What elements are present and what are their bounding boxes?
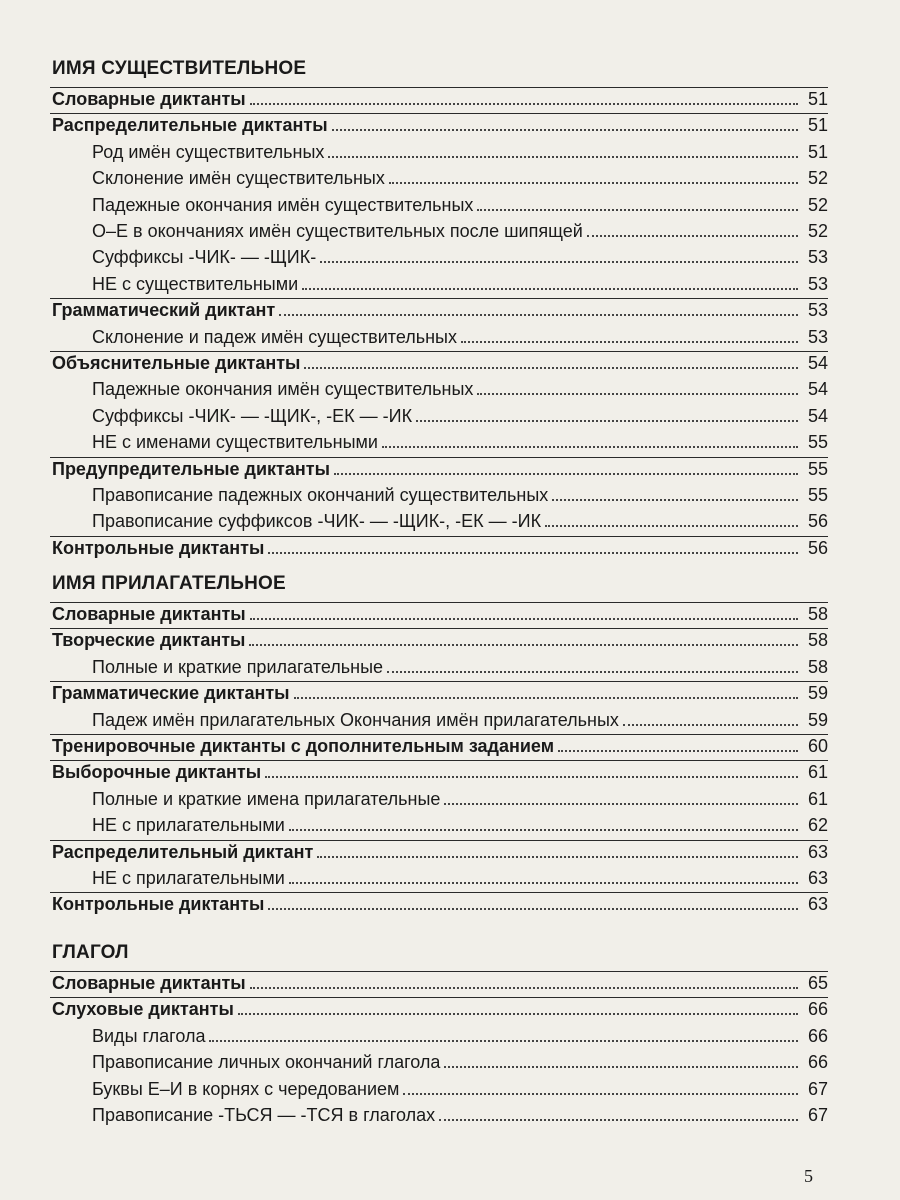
dot-leader [477, 209, 798, 211]
dot-leader [552, 499, 798, 501]
toc-entry-page: 59 [807, 709, 828, 730]
toc-heading-entry[interactable] [52, 891, 828, 915]
dot-leader [289, 882, 798, 884]
toc-entry-page: 53 [807, 326, 828, 347]
toc-entry-label: Тренировочные диктанты с дополнительным заданием [52, 736, 555, 756]
toc-entry-label: Грамматические диктанты [52, 683, 290, 704]
toc-entry-label: О–Е в окончаниях имён существительных после шипящей [92, 221, 583, 241]
dot-leader [477, 393, 798, 395]
toc-sub-entry[interactable] [92, 192, 828, 216]
toc-sub-entry[interactable] [92, 271, 828, 295]
toc-sub-entry[interactable] [92, 429, 828, 453]
toc-sub-entry[interactable] [92, 654, 828, 678]
dot-leader [294, 697, 798, 699]
toc-entry-label: НЕ с именами существительными [92, 432, 378, 453]
toc-entry-page: 59 [807, 683, 828, 704]
toc-sub-entry[interactable] [92, 139, 828, 163]
toc-entry-label: Творческие диктанты [52, 630, 246, 651]
toc-sub-entry[interactable] [92, 786, 828, 810]
dot-leader [268, 552, 798, 554]
toc-entry-page: 54 [807, 379, 828, 400]
dot-leader [332, 129, 798, 131]
dot-leader [328, 156, 798, 158]
toc-entry-page: 67 [807, 1078, 828, 1099]
toc-entry-label: НЕ с прилагательными [92, 868, 285, 888]
toc-entry-page: 53 [807, 273, 828, 294]
toc-entry-label: НЕ с существительными [92, 273, 299, 294]
toc-sub-entry[interactable] [92, 1102, 828, 1126]
toc-heading-entry[interactable] [52, 112, 828, 136]
toc-entry-page: 54 [807, 353, 828, 373]
toc-entry-page: 66 [807, 1025, 828, 1046]
toc-entry-page: 54 [807, 405, 828, 426]
toc-entry-label: Правописание личных окончаний глагола [92, 1052, 441, 1073]
toc-entry-label: Словарные диктанты [52, 973, 246, 993]
dot-leader [382, 446, 798, 448]
toc-entry-page: 58 [807, 630, 828, 651]
dot-leader [545, 525, 798, 527]
toc-entry-page: 51 [807, 89, 828, 109]
toc-entry-label: Слуховые диктанты [52, 999, 234, 1020]
toc-entry-label: Предупредительные диктанты [52, 458, 330, 479]
toc-entry-label: Склонение и падеж имён существительных [92, 326, 457, 347]
toc-entry-label: Род имён существительных [92, 141, 325, 162]
toc-entry-label: Склонение имён существительных [92, 168, 385, 189]
toc-entry-label: Грамматический диктант [52, 300, 276, 321]
toc-entry-label: Объяснительные диктанты [52, 353, 301, 373]
toc-sub-entry[interactable] [92, 707, 828, 731]
dot-leader [265, 776, 798, 778]
toc-sub-entry[interactable] [92, 376, 828, 400]
toc-heading-entry[interactable] [52, 350, 828, 374]
toc-sub-entry[interactable] [92, 1023, 828, 1047]
dot-leader [461, 341, 798, 343]
toc-entry-page: 58 [807, 604, 828, 624]
toc-entry-page: 51 [807, 115, 828, 136]
toc-entry-label: Падежные окончания имён существительных [92, 194, 474, 215]
dot-leader [587, 235, 798, 237]
toc-sub-entry[interactable] [92, 1049, 828, 1073]
toc-entry-label: Контрольные диктанты [52, 537, 265, 558]
toc-entry-label: НЕ с прилагательными [92, 815, 285, 836]
dot-leader [387, 671, 798, 673]
toc-entry-page: 66 [807, 999, 828, 1020]
dot-leader [304, 367, 798, 369]
dot-leader [250, 618, 798, 620]
section-title: ГЛАГОЛ [52, 942, 129, 963]
toc-sub-entry[interactable] [92, 403, 828, 427]
toc-entry-page: 56 [807, 511, 828, 532]
toc-entry-page: 55 [807, 485, 828, 505]
toc-entry-page: 55 [807, 458, 828, 479]
toc-sub-entry[interactable] [92, 482, 828, 506]
dot-leader [250, 103, 798, 105]
dot-leader [289, 829, 798, 831]
toc-entry-page: 65 [807, 973, 828, 993]
toc-sub-entry[interactable] [92, 324, 828, 348]
toc-entry-page: 58 [807, 656, 828, 677]
toc-entry-page: 67 [807, 1105, 828, 1125]
toc-entry-label: Распределительные диктанты [52, 115, 328, 136]
toc-entry-page: 53 [807, 247, 828, 268]
toc-entry-label: Полные и краткие имена прилагательные [92, 788, 441, 809]
toc-entry-page: 51 [807, 141, 828, 162]
section-title: ИМЯ СУЩЕСТВИТЕЛЬНОЕ [52, 58, 307, 79]
toc-heading-entry[interactable] [52, 996, 828, 1020]
toc-entry-label: Словарные диктанты [52, 89, 246, 109]
toc-entry-label: Правописание суффиксов -ЧИК- — -ЩИК-, -ЕК — -ИК [92, 511, 542, 532]
toc-entry-label: Суффиксы -ЧИК- — -ЩИК-, -ЕК — -ИК [92, 405, 413, 426]
dot-leader [209, 1040, 798, 1042]
toc-entry-page: 56 [807, 537, 828, 558]
toc-entry-page: 66 [807, 1052, 828, 1073]
dot-leader [439, 1119, 798, 1121]
toc-entry-label: Выборочные диктанты [52, 762, 262, 783]
toc-entry-label: Распределительный диктант [52, 841, 314, 862]
toc-heading-entry[interactable] [52, 759, 828, 783]
dot-leader [268, 908, 798, 910]
dot-leader [250, 987, 798, 989]
toc-entry-label: Правописание падежных окончаний существительных [92, 485, 549, 505]
toc-heading-entry[interactable] [52, 297, 828, 321]
dot-leader [334, 473, 798, 475]
toc-entry-page: 55 [807, 432, 828, 453]
toc-entry-label: Контрольные диктанты [52, 894, 265, 915]
toc-entry-page: 61 [807, 762, 828, 783]
dot-leader [279, 314, 798, 316]
toc-entry-page: 61 [807, 788, 828, 809]
toc-entry-label: Полные и краткие прилагательные [92, 656, 384, 677]
dot-leader [444, 803, 798, 805]
toc-entry-page: 62 [807, 815, 828, 836]
toc-entry-page: 63 [807, 894, 828, 915]
toc-sub-entry[interactable] [92, 1076, 828, 1100]
toc-entry-label: Суффиксы -ЧИК- — -ЩИК- [92, 247, 317, 268]
dot-leader [389, 182, 798, 184]
page-number: 5 [804, 1166, 813, 1186]
toc-entry-label: Правописание -ТЬСЯ — -ТСЯ в глаголах [92, 1105, 436, 1125]
toc-sub-entry[interactable] [92, 865, 828, 889]
toc-heading-entry[interactable] [52, 839, 828, 863]
dot-leader [320, 261, 798, 263]
toc-entry-page: 52 [807, 221, 828, 241]
dot-leader [302, 288, 798, 290]
toc-sub-entry[interactable] [92, 165, 828, 189]
toc-entry-label: Виды глагола [92, 1025, 206, 1046]
toc-entry-label: Буквы Е–И в корнях с чередованием [92, 1078, 400, 1099]
toc-entry-page: 60 [807, 736, 828, 756]
toc-entry-page: 52 [807, 168, 828, 189]
dot-leader [317, 856, 798, 858]
toc-entry-label: Падежные окончания имён существительных [92, 379, 474, 400]
toc-sub-entry[interactable] [92, 812, 828, 836]
dot-leader [249, 644, 798, 646]
toc-heading-entry[interactable] [52, 601, 828, 625]
toc-sub-entry[interactable] [92, 508, 828, 532]
toc-sub-entry[interactable] [92, 244, 828, 268]
toc-heading-entry[interactable] [52, 970, 828, 994]
dot-leader [238, 1013, 798, 1015]
toc-heading-entry[interactable] [52, 733, 828, 757]
dot-leader [403, 1093, 798, 1095]
toc-entry-page: 63 [807, 841, 828, 862]
toc-heading-entry[interactable] [52, 456, 828, 480]
toc-heading-entry[interactable] [52, 86, 828, 110]
toc-entry-page: 63 [807, 868, 828, 888]
toc-entry-page: 53 [807, 300, 828, 321]
dot-leader [623, 724, 798, 726]
toc-heading-entry[interactable] [52, 680, 828, 704]
toc-entry-label: Падеж имён прилагательных Окончания имён прилагательных [92, 709, 619, 730]
toc-heading-entry[interactable] [52, 535, 828, 559]
dot-leader [444, 1066, 798, 1068]
dot-leader [416, 420, 798, 422]
toc-heading-entry[interactable] [52, 627, 828, 651]
toc-entry-label: Словарные диктанты [52, 604, 246, 624]
dot-leader [558, 750, 798, 752]
section-title: ИМЯ ПРИЛАГАТЕЛЬНОЕ [52, 573, 286, 594]
toc-sub-entry[interactable] [92, 218, 828, 242]
toc-entry-page: 52 [807, 194, 828, 215]
